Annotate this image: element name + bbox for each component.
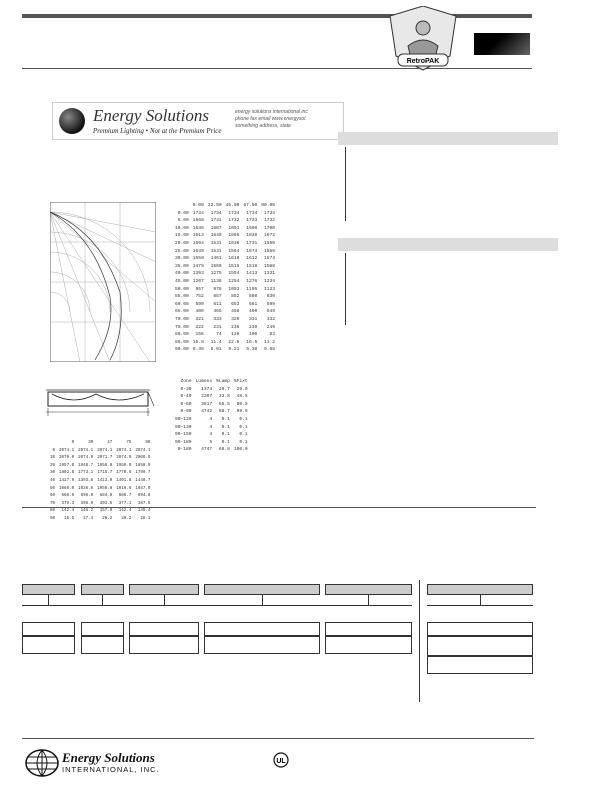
order-field-2-option xyxy=(81,636,124,654)
table-row: 60.00 590 611 653 661 599 xyxy=(175,301,276,307)
footer-company-name: Energy Solutions xyxy=(62,750,155,765)
side-section-header-1 xyxy=(338,132,558,145)
photometric-table xyxy=(173,202,277,354)
retropak-badge-logo xyxy=(380,6,466,74)
table-row: 90 16.5 27.4 28.2 28.2 28.1 xyxy=(50,516,151,521)
table-row: 0 2074.1 2074.1 2074.1 2074.1 2074.1 xyxy=(52,448,151,453)
section-divider xyxy=(22,507,536,508)
order-connector xyxy=(427,605,533,606)
order-vertical-divider xyxy=(419,580,420,702)
order-connector xyxy=(102,595,103,605)
table-row: 45.00 1207 1136 1254 1276 1234 xyxy=(175,278,276,284)
order-field-1-option xyxy=(22,622,75,636)
order-field-5-header xyxy=(325,584,412,595)
table-row: 80 142.4 146.2 157.9 142.4 145.4 xyxy=(50,509,151,514)
table-row: 90.00 9.36 9.01 9.21 9.38 9.08 xyxy=(175,347,276,353)
table-header-row: Zone Lumens %Lamp %Fixt xyxy=(180,379,248,384)
fixture-section-drawing xyxy=(44,382,156,420)
table-row: 55.00 752 857 852 880 930 xyxy=(175,294,276,300)
logo-tagline: Premium Lighting • Not at the Premium Price xyxy=(93,127,222,135)
order-field-2-header xyxy=(81,584,124,595)
table-row: 40 1427.9 1393.8 1413.0 1401.8 1448.7 xyxy=(50,478,151,483)
table-row: 70 379.3 396.9 393.5 377.1 387.5 xyxy=(50,501,151,506)
candela-polar-plot xyxy=(50,202,156,362)
table-row: 70.00 321 333 329 331 332 xyxy=(175,316,276,322)
order-field-6-header xyxy=(427,584,533,595)
order-connector xyxy=(164,595,165,605)
order-field-6-option xyxy=(427,636,533,656)
side-section-header-2 xyxy=(338,238,558,251)
order-connector xyxy=(22,605,412,606)
table-row: 5.00 1668 1731 1732 1733 1732 xyxy=(177,218,276,224)
order-field-3-option xyxy=(129,636,199,654)
table-row: 20 1957.0 1948.7 1958.8 1959.0 1858.9 xyxy=(50,463,151,468)
table-row: 30 1802.8 1773.1 1715.7 1770.6 1799.7 xyxy=(50,471,151,476)
badge-text: RetroPAK xyxy=(406,58,440,65)
order-field-5-option xyxy=(325,636,412,654)
footer-rule xyxy=(22,738,534,739)
order-field-4-option xyxy=(204,622,320,636)
side-section-bar-1 xyxy=(345,147,346,221)
table-row: 60 668.9 696.9 684.8 686.7 694.8 xyxy=(50,494,151,499)
table-row: 10.00 1636 1687 1691 1680 1700 xyxy=(175,225,276,231)
globe-icon xyxy=(59,108,85,134)
order-field-6-option xyxy=(427,656,533,674)
table-row: 50 1060.0 1036.9 1059.8 1019.6 1047.0 xyxy=(50,486,151,491)
footer-company-sub: INTERNATIONAL, INC. xyxy=(62,765,160,774)
order-connector xyxy=(368,595,369,605)
zonal-lumen-table xyxy=(173,378,250,454)
order-field-6-option xyxy=(427,622,533,636)
table-row: 10 2070.0 2074.0 2071.7 2074.0 2066.5 xyxy=(50,456,151,461)
order-field-1-header xyxy=(22,584,75,595)
coefficient-table xyxy=(48,440,152,524)
table-row: 30.00 1550 1461 1610 1612 1574 xyxy=(175,256,276,262)
logo-address: energy solutions international inc phone fax email www.energysol. something address, state xyxy=(235,109,308,129)
table-row: 65.00 400 465 458 490 549 xyxy=(175,309,276,315)
order-connector xyxy=(48,595,49,605)
table-row: 90-180 5 0.1 0.1 xyxy=(175,439,248,445)
order-connector xyxy=(480,595,481,605)
svg-text:UL: UL xyxy=(276,758,286,765)
order-field-1-option xyxy=(22,636,75,654)
table-row: 0-180 4747 68.8 100.0 xyxy=(177,447,248,453)
table-row: 80.00 156 74 128 100 83 xyxy=(175,332,276,338)
table-row: 40.00 1393 1275 1554 1413 1331 xyxy=(175,271,276,277)
order-field-4-header xyxy=(204,584,320,595)
table-row: 0-90 4742 68.7 99.9 xyxy=(180,409,248,415)
logo-card xyxy=(52,102,344,140)
table-row: 20.00 1594 1531 1638 1731 1550 xyxy=(175,240,276,246)
order-field-2-option xyxy=(81,622,124,636)
table-row: 90-130 4 0.1 0.1 xyxy=(175,424,248,430)
ul-listed-icon xyxy=(273,752,289,768)
logo-title: Energy Solutions xyxy=(93,106,209,125)
table-row: 25.00 1649 1531 1564 1574 1569 xyxy=(175,248,276,254)
order-field-4-option xyxy=(204,636,320,654)
order-field-3-option xyxy=(129,622,199,636)
table-row: 35.00 1479 1569 1515 1518 1568 xyxy=(175,263,276,269)
table-row: 90-150 4 0.1 0.1 xyxy=(175,432,248,438)
table-row: 50.00 957 978 1053 1195 1133 xyxy=(175,286,276,292)
order-field-3-header xyxy=(129,584,199,595)
table-row: 90-120 4 0.1 0.1 xyxy=(175,416,248,422)
table-header-row: 0.00 22.50 45.00 67.50 90.00 xyxy=(192,203,276,208)
side-section-bar-2 xyxy=(345,253,346,325)
table-row: 0-40 2307 33.8 48.5 xyxy=(180,394,248,400)
table-row: 85.00 16.8 11.4 22.6 16.5 11.2 xyxy=(175,339,276,345)
order-field-5-option xyxy=(325,622,412,636)
product-photo-tab xyxy=(474,33,530,55)
table-row: 0-30 1374 20.7 29.0 xyxy=(180,386,248,392)
footer-globe-icon xyxy=(24,748,60,778)
order-connector xyxy=(262,595,263,605)
table-row: 15.00 1613 1649 1665 1638 1672 xyxy=(175,233,276,239)
table-row: 0.00 1734 1734 1734 1734 1734 xyxy=(177,210,276,216)
table-header-row: 0 30 47 75 90 xyxy=(71,441,151,445)
table-row: 75.00 222 231 236 239 249 xyxy=(175,324,276,330)
table-row: 0-60 3817 55.5 80.5 xyxy=(180,401,248,407)
